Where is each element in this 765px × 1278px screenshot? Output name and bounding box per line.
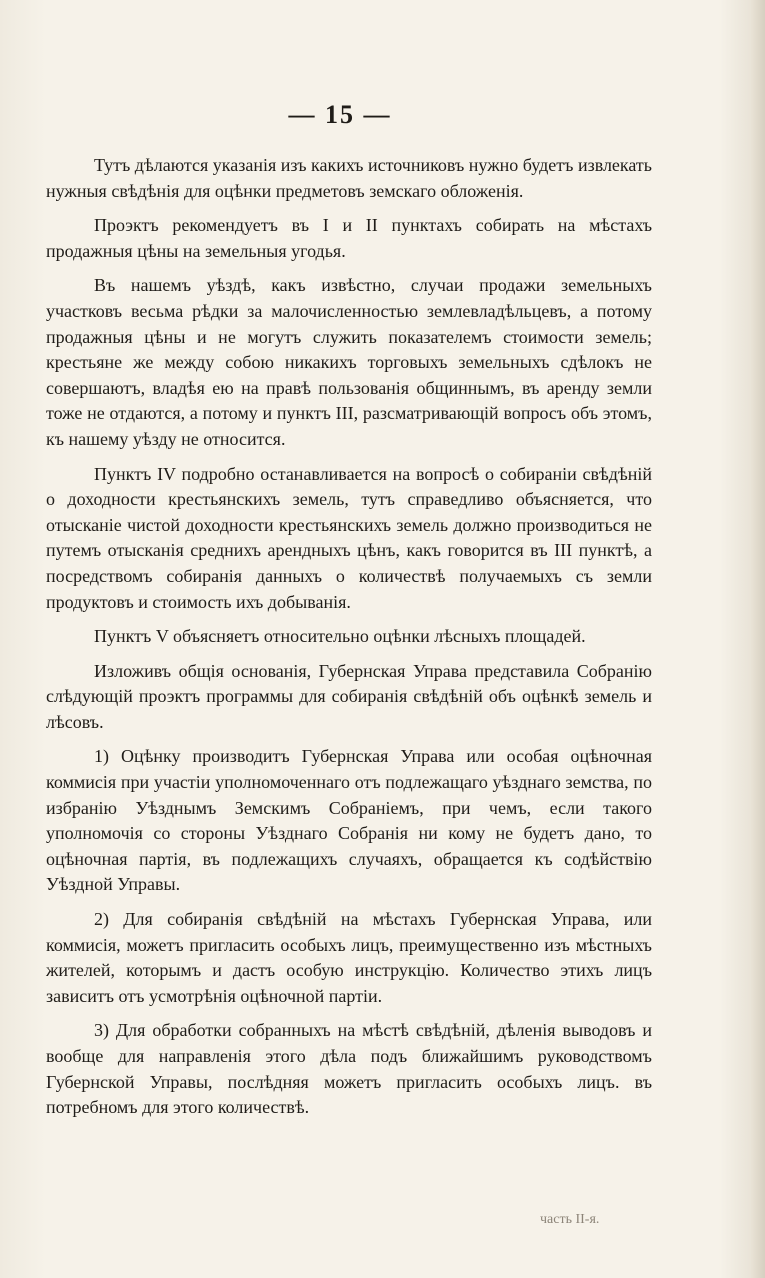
page-edge bbox=[751, 0, 765, 1278]
paragraph-item-1: 1) Оцѣнку производитъ Губернская Управа или особая оцѣночная коммисія при участіи уполномоченнаго отъ подлежащаго уѣзднаго земства, по избранію Уѣзднымъ Земскимъ Собраніемъ, при чемъ, если такого уполномочія со стороны Уѣзднаго Собранія ни кому не будетъ дано, то оцѣночная партія, въ подлежащихъ случаяхъ, обращается къ содѣйствію Уѣздной Управы. bbox=[46, 746, 652, 895]
paragraph-sale-prices: Проэктъ рекомендуетъ въ I и II пунктахъ собирать на мѣстахъ продажныя цѣны на земельныя угодья. bbox=[46, 215, 652, 261]
paragraph-point-v: Пунктъ V объясняетъ относительно оцѣнки лѣсныхъ площадей. bbox=[94, 626, 586, 647]
paragraph-item-3: 3) Для обработки собранныхъ на мѣстѣ свѣдѣній, дѣленія выводовъ и вообще для направленія этого дѣла подъ ближайшимъ руководствомъ Губернской Управы, послѣдняя можетъ пригласить особыхъ лицъ. въ потребномъ для этого количествѣ. bbox=[46, 1020, 652, 1118]
signature-mark: часть II-я. bbox=[540, 1212, 600, 1227]
paragraph-point-iv: Пунктъ IV подробно останавливается на вопросѣ о собираніи свѣдѣній о доходности крестьянскихъ земель, тутъ справедливо объясняется, что отысканіе чистой доходности крестьянскихъ земель должно производиться не путемъ отысканія среднихъ арендныхъ цѣнъ, какъ говорится въ III пунктѣ, а посредствомъ собиранія данныхъ о количествѣ получаемыхъ съ земли продуктовъ и стоимость ихъ добыванія. bbox=[46, 463, 652, 612]
paragraph-sources: Тутъ дѣлаются указанія изъ какихъ источниковъ нужно будетъ извлекать нужныя свѣдѣнія для оцѣнки предметовъ земскаго обложенія. bbox=[46, 155, 652, 201]
paragraph-program-intro: Изложивъ общія основанія, Губернская Управа представила Собранію слѣдующій проэктъ программы для собиранія свѣдѣній объ оцѣнкѣ земель и лѣсовъ. bbox=[46, 660, 652, 732]
paragraph-county-sales: Въ нашемъ уѣздѣ, какъ извѣстно, случаи продажи земельныхъ участковъ весьма рѣдки за малочисленностью землевладѣльцевъ, а потому продажныя цѣны и не могутъ служить показателемъ стоимости земель; крестьяне же между собою никакихъ торговыхъ земельныхъ сдѣлокъ не совершаютъ, владѣя ею на правѣ пользованія общиннымъ, въ аренду земли тоже не отдаются, а потому и пунктъ III, разсматривающій вопросъ объ этомъ, къ нашему уѣзду не относится. bbox=[46, 275, 652, 449]
body-text bbox=[46, 153, 652, 1121]
paragraph-item-2: 2) Для собиранія свѣдѣній на мѣстахъ Губернская Управа, или коммисія, можетъ пригласить особыхъ лицъ, преимущественно изъ мѣстныхъ жителей, которымъ и дастъ особую инструкцію. Количество этихъ лицъ зависитъ отъ усмотрѣнія оцѣночной партіи. bbox=[46, 909, 652, 1006]
page-number: — 15 — bbox=[288, 100, 392, 129]
